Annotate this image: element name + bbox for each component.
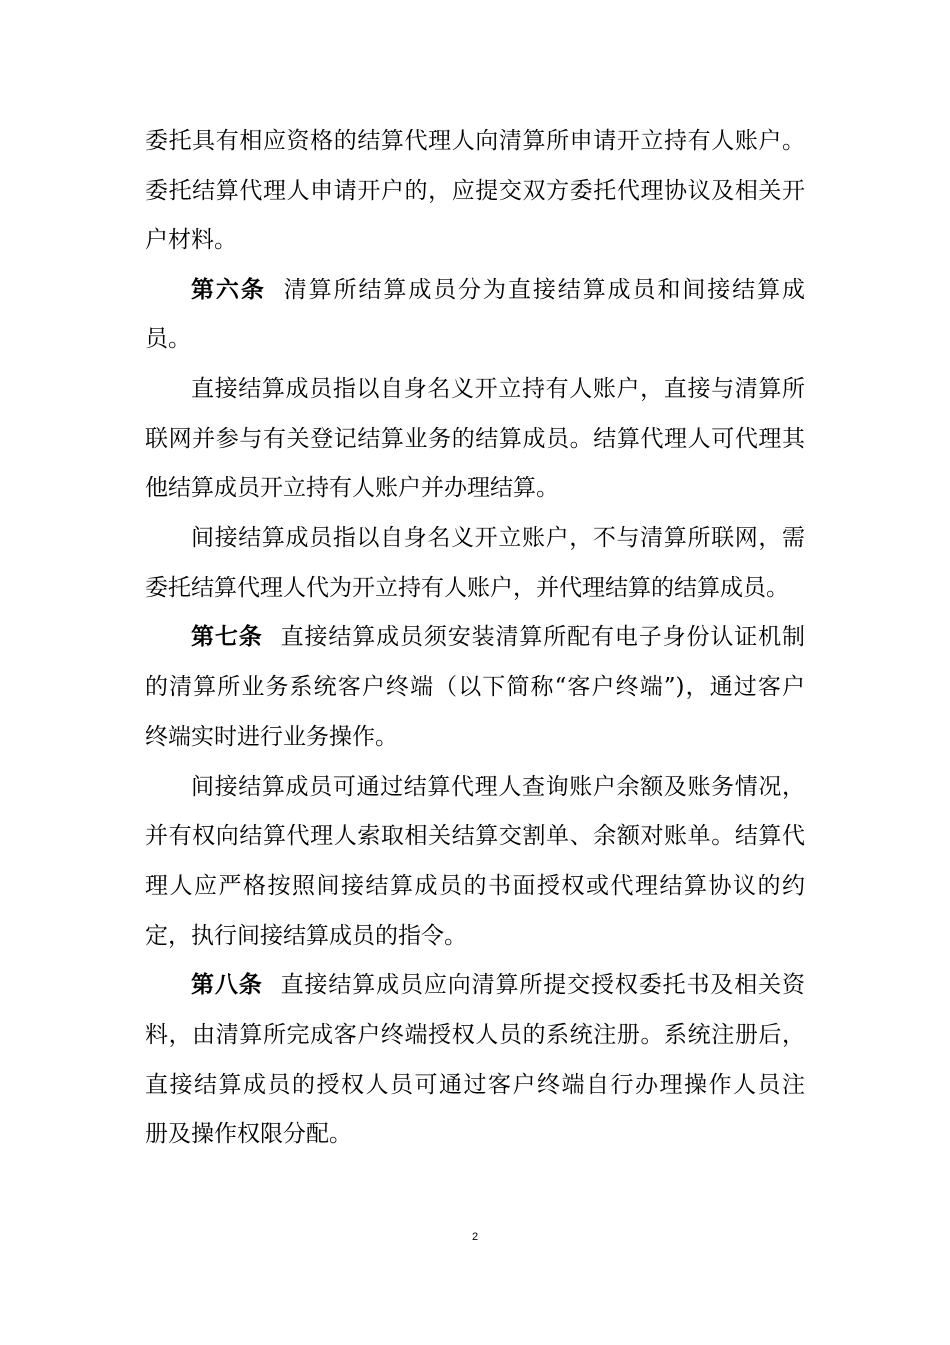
text-line: 料，由清算所完成客户终端授权人员的系统注册。系统注册后，: [145, 1022, 805, 1048]
text-line: 册及操作权限分配。: [145, 1121, 352, 1147]
text-line: 直接结算成员的授权人员可通过客户终端自行办理操作人员注: [145, 1072, 805, 1098]
text-line: 委托结算代理人申请开户的，应提交双方委托代理协议及相关开: [145, 178, 805, 204]
text-line: 终端实时进行业务操作。: [145, 724, 398, 750]
article-6-text: 清算所结算成员分为直接结算成员和间接结算成: [283, 277, 806, 303]
text-line: 员。: [145, 326, 191, 352]
text-line: 直接结算成员指以自身名义开立持有人账户，直接与清算所: [191, 376, 805, 402]
article-7-label: 第七条: [191, 624, 263, 650]
text-line: 联网并参与有关登记结算业务的结算成员。结算代理人可代理其: [145, 426, 805, 452]
text-line: 间接结算成员指以自身名义开立账户，不与清算所联网，需: [191, 525, 805, 551]
article-8-text: 直接结算成员应向清算所提交授权委托书及相关资: [280, 972, 805, 998]
text-line: 定，执行间接结算成员的指令。: [145, 923, 467, 949]
text-line: 委托具有相应资格的结算代理人向清算所申请开立持有人账户。: [145, 128, 805, 154]
text-line: 委托结算代理人代为开立持有人账户，并代理结算的结算成员。: [145, 575, 789, 601]
article-8-line: [191, 969, 805, 1001]
article-6-line: [191, 274, 805, 306]
text-line: 的清算所业务系统客户终端（以下简称“客户终端”)，通过客户: [145, 674, 805, 700]
article-6-label: 第六条: [191, 277, 266, 303]
article-7-line: [191, 621, 805, 653]
text-line: 理人应严格按照间接结算成员的书面授权或代理结算协议的约: [145, 873, 805, 899]
text-line: 并有权向结算代理人索取相关结算交割单、余额对账单。结算代: [145, 823, 805, 849]
article-7-text: 直接结算成员须安装清算所配有电子身份认证机制: [280, 624, 805, 650]
text-line: 他结算成员开立持有人账户并办理结算。: [145, 475, 559, 501]
article-8-label: 第八条: [191, 972, 263, 998]
text-line: 间接结算成员可通过结算代理人查询账户余额及账务情况，: [191, 774, 805, 800]
text-line: 户材料。: [145, 227, 237, 253]
page-number: 2: [471, 1231, 479, 1243]
